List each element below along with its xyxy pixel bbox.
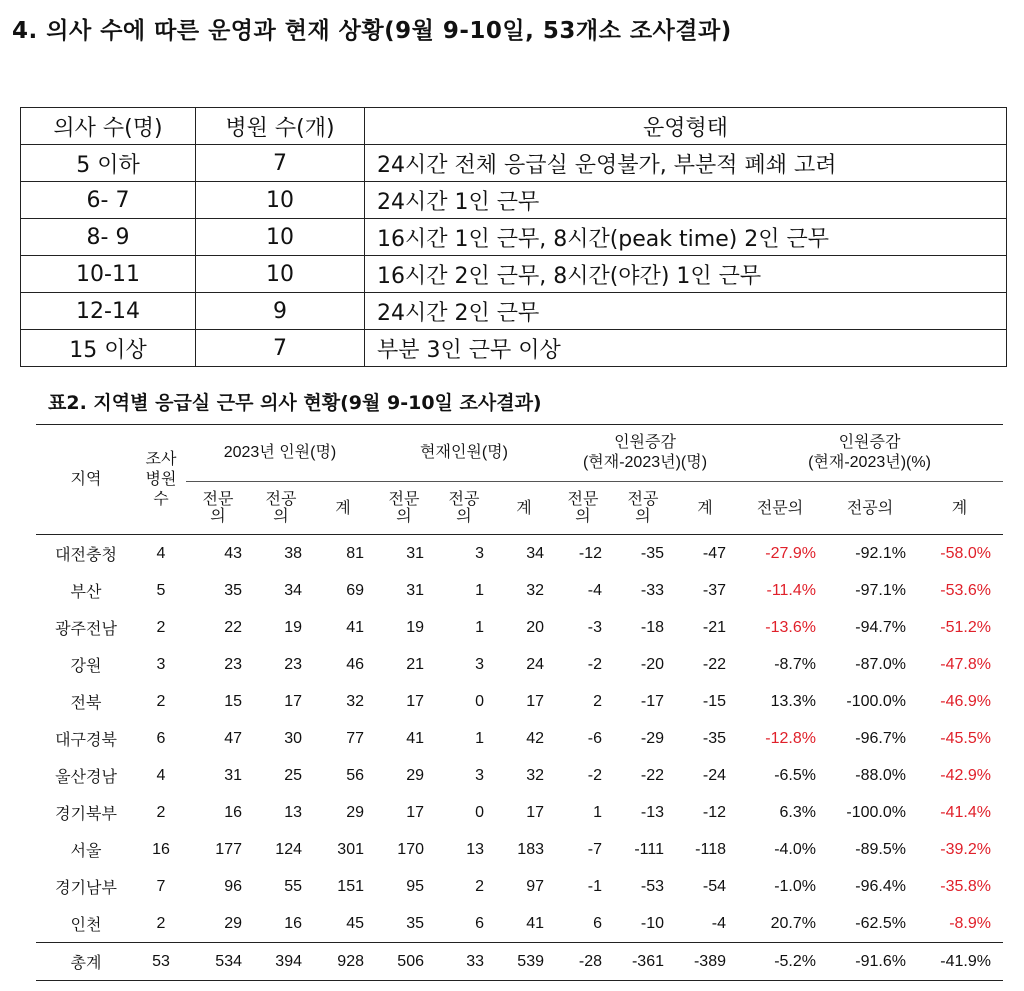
percent-cell: -5.2% [774,952,816,970]
percent-cell: -53.6% [940,581,991,599]
value-cell: 13 [284,803,302,821]
header-survey-line: 수 [153,490,169,508]
value-cell: -53 [640,877,664,895]
header-survey-line: 조사 [145,450,177,468]
hospital-count-cell: 10 [196,182,365,219]
header-survey-label [136,450,186,510]
region-cell: 경기북부 [55,806,117,823]
table-row [21,330,1007,367]
value-cell: 41 [346,618,364,636]
subheader-resident [434,482,494,535]
survey-count-cell: 2 [156,618,166,636]
value-cell: 3 [475,544,484,562]
table-row [36,905,1003,943]
region-cell: 부산 [70,584,102,601]
table-row [36,831,1003,868]
value-cell: 2 [593,692,602,710]
percent-cell: -42.9% [940,766,991,784]
percent-cell: -87.0% [855,655,906,673]
doctor-count-cell: 12-14 [21,293,196,330]
value-cell: 17 [406,803,424,821]
value-cell: 23 [224,655,242,673]
value-cell: -6 [587,729,602,747]
subheader-text: 의 [396,508,412,525]
percent-cell: -51.2% [940,618,991,636]
value-cell: 6 [593,914,602,932]
value-cell: 31 [406,544,424,562]
percent-cell: -12.8% [765,729,816,747]
value-cell: 42 [526,729,544,747]
subheader-spec [186,482,250,535]
value-cell: -22 [640,766,664,784]
value-cell: 16 [224,803,242,821]
subheader-text: 전공의 [846,499,894,517]
region-cell: 대전충청 [55,547,117,564]
value-cell: -35 [640,544,664,562]
percent-cell: -97.1% [855,581,906,599]
percent-cell: -8.7% [774,655,816,673]
survey-count-cell: 4 [156,766,166,784]
subheader-sum [674,482,736,535]
value-cell: -118 [695,840,726,858]
percent-cell: -39.2% [940,840,991,858]
value-cell: 46 [346,655,364,673]
percent-cell: -62.5% [855,914,906,932]
header-survey-hospitals [136,425,186,535]
value-cell: 47 [224,729,242,747]
value-cell: 31 [224,766,242,784]
doctor-count-cell: 6- 7 [21,182,196,219]
header-staff-change-line2: (현재-2023년)(명) [582,454,708,471]
percent-cell: -94.7% [855,618,906,636]
value-cell: 16 [284,914,302,932]
table-row [21,145,1007,182]
value-cell: 928 [337,952,364,970]
subheader-text: 전공 [265,491,297,508]
value-cell: 17 [526,692,544,710]
table-header-row [21,108,1007,145]
survey-count-cell: 6 [156,729,166,747]
value-cell: 1 [475,581,484,599]
value-cell: 124 [275,840,302,858]
percent-cell: 20.7% [770,914,816,932]
region-cell: 총계 [70,955,102,972]
value-cell: -2 [587,766,602,784]
subheader-text: 전문 [202,491,234,508]
region-cell: 울산경남 [55,769,117,786]
value-cell: -389 [693,952,726,970]
value-cell: 35 [224,581,242,599]
value-cell: 2 [475,877,484,895]
value-cell: 81 [346,544,364,562]
operation-type-cell: 16시간 1인 근무, 8시간(peak time) 2인 근무 [365,219,1007,256]
operation-type-cell: 부분 3인 근무 이상 [365,330,1007,367]
value-cell: 0 [475,803,484,821]
table-row [36,572,1003,609]
percent-cell: -35.8% [940,877,991,895]
value-cell: 38 [284,544,302,562]
value-cell: 55 [284,877,302,895]
value-cell: 41 [406,729,424,747]
value-cell: 19 [406,618,424,636]
value-cell: 13 [466,840,484,858]
value-cell: 3 [475,655,484,673]
value-cell: -35 [702,729,726,747]
value-cell: 56 [346,766,364,784]
table-row [21,182,1007,219]
percent-cell: -89.5% [855,840,906,858]
value-cell: -361 [631,952,664,970]
percent-cell: -91.6% [855,952,906,970]
operation-type-cell: 16시간 2인 근무, 8시간(야간) 1인 근무 [365,256,1007,293]
subheader-spec [736,482,824,535]
percent-cell: -41.9% [940,952,991,970]
value-cell: 15 [224,692,242,710]
region-cell: 강원 [70,658,102,675]
percent-cell: -1.0% [774,877,816,895]
header-staff-change-line1: 인원증감 [614,434,676,451]
survey-count-cell: 7 [156,877,166,895]
subheader-sum [312,482,374,535]
value-cell: 1 [475,618,484,636]
subheader-text: 의 [210,508,226,525]
value-cell: -33 [640,581,664,599]
hospital-count-cell: 7 [196,145,365,182]
value-cell: -7 [587,840,602,858]
table-row [21,293,1007,330]
value-cell: 25 [284,766,302,784]
value-cell: -24 [702,766,726,784]
survey-count-cell: 3 [156,655,166,673]
value-cell: 41 [526,914,544,932]
value-cell: -37 [702,581,726,599]
value-cell: 43 [224,544,242,562]
value-cell: -10 [640,914,664,932]
subheader-text: 계 [335,499,351,517]
value-cell: -13 [640,803,664,821]
header-operation-type: 운영형태 [365,108,1007,145]
value-cell: 32 [526,766,544,784]
total-row [36,943,1003,981]
header-staff-change [554,425,736,482]
percent-cell: -11.4% [766,581,816,599]
value-cell: -12 [702,803,726,821]
percent-cell: -45.5% [940,729,991,747]
header-hospital-count: 병원 수(개) [196,108,365,145]
percent-cell: -96.4% [855,877,906,895]
value-cell: 77 [346,729,364,747]
subheader-text: 전문 [567,491,599,508]
value-cell: 17 [406,692,424,710]
operation-type-cell: 24시간 2인 근무 [365,293,1007,330]
subheader-text: 의 [456,508,472,525]
value-cell: 177 [215,840,242,858]
percent-cell: -4.0% [774,840,816,858]
value-cell: -1 [587,877,602,895]
value-cell: -28 [578,952,602,970]
doctor-count-cell: 10-11 [21,256,196,293]
survey-count-cell: 4 [156,544,166,562]
percent-cell: -6.5% [774,766,816,784]
subheader-text: 의 [635,508,651,525]
value-cell: 97 [526,877,544,895]
value-cell: -4 [587,581,602,599]
value-cell: 17 [284,692,302,710]
value-cell: 32 [526,581,544,599]
value-cell: 539 [517,952,544,970]
value-cell: -21 [702,618,726,636]
region-cell: 광주전남 [55,621,117,638]
survey-count-cell: 2 [156,692,166,710]
value-cell: 29 [406,766,424,784]
percent-cell: 6.3% [779,803,816,821]
value-cell: 33 [466,952,484,970]
table-row [36,609,1003,646]
percent-cell: -92.1% [855,544,906,562]
subheader-resident [824,482,916,535]
subheader-text: 계 [951,499,968,517]
hospital-count-cell: 7 [196,330,365,367]
survey-count-cell: 2 [156,914,166,932]
table-row [36,794,1003,831]
subheader-resident [612,482,674,535]
value-cell: -22 [702,655,726,673]
page-title: 4. 의사 수에 따른 운영과 현재 상황(9월 9-10일, 53개소 조사결과) [12,18,732,44]
percent-cell: -100.0% [846,803,906,821]
regional-doctor-status-table [36,424,1003,981]
header-staff-change-pct-line1: 인원증감 [838,434,901,451]
table-row [21,256,1007,293]
value-cell: 34 [526,544,544,562]
subheader-text: 전공 [627,491,659,508]
header-2023-staff: 2023년 인원(명) [186,425,374,482]
table-row [36,868,1003,905]
value-cell: 31 [406,581,424,599]
operation-type-cell: 24시간 전체 응급실 운영불가, 부분적 폐쇄 고려 [365,145,1007,182]
percent-cell: -41.4% [940,803,991,821]
value-cell: 34 [284,581,302,599]
table-row [36,535,1003,573]
value-cell: 1 [593,803,602,821]
percent-cell: 13.3% [770,692,816,710]
value-cell: -18 [640,618,664,636]
region-cell: 전북 [70,695,102,712]
value-cell: -111 [634,840,664,858]
percent-cell: -13.6% [765,618,816,636]
value-cell: -17 [640,692,664,710]
value-cell: 183 [517,840,544,858]
value-cell: 69 [346,581,364,599]
value-cell: -15 [702,692,726,710]
value-cell: 394 [275,952,302,970]
value-cell: -12 [578,544,602,562]
value-cell: -54 [702,877,726,895]
percent-cell: -100.0% [846,692,906,710]
percent-cell: -47.8% [940,655,991,673]
percent-cell: -88.0% [855,766,906,784]
percent-cell: -8.9% [949,914,991,932]
region-cell: 서울 [70,843,102,860]
survey-count-cell: 5 [156,581,166,599]
value-cell: 19 [284,618,302,636]
table-row [36,646,1003,683]
subheader-text: 의 [575,508,591,525]
value-cell: 29 [346,803,364,821]
header-region: 지역 [70,470,102,488]
value-cell: 21 [406,655,424,673]
subheader-sum [916,482,1003,535]
value-cell: 506 [397,952,424,970]
header-staff-change-pct-line2: (현재-2023년)(%) [808,454,931,471]
subheader-text: 계 [697,499,713,517]
value-cell: 32 [346,692,364,710]
subheader-text: 계 [516,499,532,517]
percent-cell: -46.9% [940,692,991,710]
value-cell: 30 [284,729,302,747]
value-cell: 301 [337,840,364,858]
region-cell: 인천 [70,917,102,934]
subheader-spec [554,482,612,535]
doctor-count-operation-table [20,107,1007,367]
value-cell: -2 [587,655,602,673]
doctor-count-cell: 5 이하 [21,145,196,182]
header-staff-change-pct [736,425,1003,482]
value-cell: 45 [346,914,364,932]
value-cell: 0 [475,692,484,710]
subheader-spec [374,482,434,535]
percent-cell: -58.0% [940,544,991,562]
value-cell: 23 [284,655,302,673]
value-cell: 1 [475,729,484,747]
value-cell: 24 [526,655,544,673]
value-cell: 3 [475,766,484,784]
header-survey-line: 병원 [145,470,177,488]
value-cell: 29 [224,914,242,932]
operation-type-cell: 24시간 1인 근무 [365,182,1007,219]
value-cell: 6 [475,914,484,932]
value-cell: 170 [397,840,424,858]
value-cell: -29 [640,729,664,747]
doctor-count-cell: 15 이상 [21,330,196,367]
value-cell: 534 [215,952,242,970]
hospital-count-cell: 10 [196,256,365,293]
subheader-text: 전문의 [756,499,804,517]
table2-title: 표2. 지역별 응급실 근무 의사 현황(9월 9-10일 조사결과) [48,392,542,414]
survey-count-cell: 2 [156,803,166,821]
value-cell: 17 [526,803,544,821]
subheader-sum [494,482,554,535]
value-cell: 20 [526,618,544,636]
subheader-text: 의 [273,508,289,525]
survey-count-cell: 16 [152,840,170,858]
doctor-count-cell: 8- 9 [21,219,196,256]
value-cell: -47 [702,544,726,562]
table-header-row [36,425,1003,482]
header-current-staff: 현재인원(명) [374,425,554,482]
value-cell: 35 [406,914,424,932]
value-cell: 22 [224,618,242,636]
table-row [36,757,1003,794]
value-cell: -20 [640,655,664,673]
table-row [36,683,1003,720]
hospital-count-cell: 9 [196,293,365,330]
hospital-count-cell: 10 [196,219,365,256]
region-cell: 경기남부 [55,880,117,897]
value-cell: 96 [224,877,242,895]
value-cell: 95 [406,877,424,895]
percent-cell: -96.7% [855,729,906,747]
value-cell: -3 [587,618,602,636]
region-cell: 대구경북 [55,732,117,749]
value-cell: 151 [337,877,364,895]
table-row [21,219,1007,256]
header-doctor-count: 의사 수(명) [21,108,196,145]
subheader-text: 전공 [448,491,480,508]
percent-cell: -27.9% [765,544,816,562]
value-cell: -4 [711,914,726,932]
survey-count-cell: 53 [152,952,170,970]
table-row [36,720,1003,757]
subheader-text: 전문 [388,491,420,508]
subheader-resident [250,482,312,535]
